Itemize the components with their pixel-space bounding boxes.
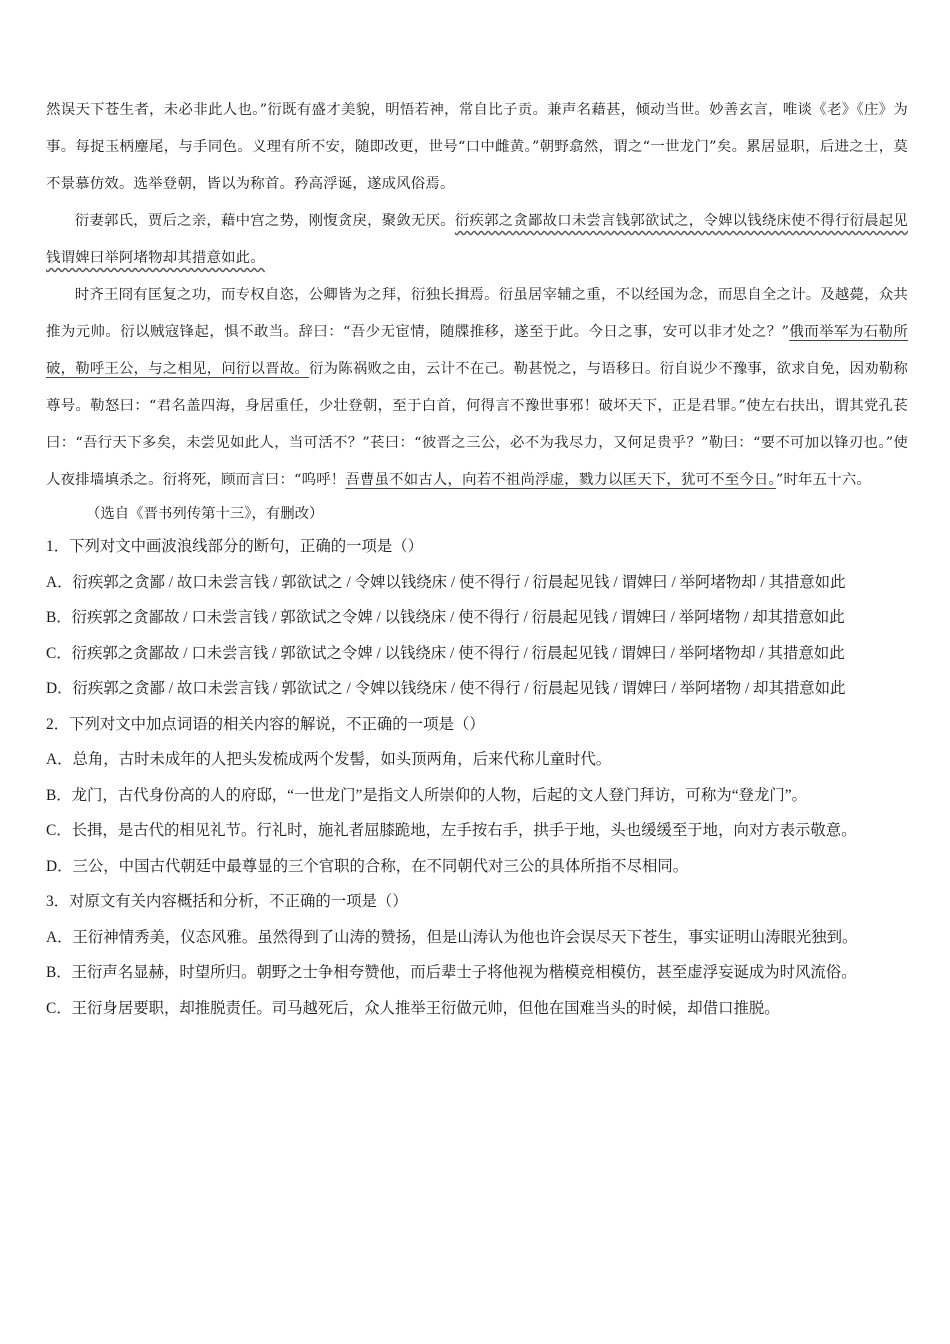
question-3-stem: 3．对原文有关内容概括和分析，不正确的一项是（） bbox=[46, 893, 408, 910]
question-2 bbox=[46, 707, 908, 885]
source-citation: （选自《晋书列传第十三》，有删改） bbox=[86, 506, 324, 522]
question-1-stem: 1．下列对文中画波浪线部分的断句，正确的一项是（） bbox=[46, 538, 424, 555]
question-2-option-c: C．长揖，是古代的相见礼节。行礼时，施礼者屈膝跪地，左手按右手，拱手于地，头也缓缓至于地，向对方表示敬意。 bbox=[46, 822, 857, 839]
passage-paragraph-2-text: 衍妻郭氏，贾后之亲，藉中宫之势，刚愎贪戾，聚敛无厌。 bbox=[74, 213, 455, 229]
question-3 bbox=[46, 884, 908, 1026]
passage-paragraph-3-text-c: ”时年五十六。 bbox=[775, 472, 872, 488]
question-2-stem: 2．下列对文中加点词语的相关内容的解说，不正确的一项是（） bbox=[46, 715, 485, 733]
question-3-option-c: C．王衍身居要职，却推脱责任。司马越死后，众人推举王衍做元帅，但他在国难当头的时候，却借口推脱。 bbox=[46, 999, 780, 1017]
passage-paragraph-3 bbox=[46, 277, 908, 499]
passage-paragraph-3-text-b: 衍为陈祸败之由，云计不在己。勒甚悦之，与语移日。衍自说少不豫事，欲求自免，因劝勒称尊号。勒怒曰：“君名盖四海，身居重任，少壮登朝，至于白首，何得言不豫世事邪！破坏天下，正是君罪。”使左右扶出，谓其党孔苌曰：“吾行天下多矣，未尝见如此人，当可活不？”苌曰：“彼晋之三公，必不为我尽力，又何足贵乎？”勒曰：“要不可加以锋刃也。”使人夜排墙填杀之。衍将死，顾而言曰：“呜呼！ bbox=[46, 361, 909, 488]
question-1-option-d: D．衍疾郭之贪鄙 / 故口未尝言钱 / 郭欲试之 / 令婢以钱绕床 / 使不得行 / 衍晨起见钱 / 谓婢曰 / 举阿堵物 / 却其措意如此 bbox=[46, 680, 846, 697]
question-1-option-a: A．衍疾郭之贪鄙 / 故口未尝言钱 / 郭欲试之 / 令婢以钱绕床 / 使不得行 / 衍晨起见钱 / 谓婢曰 / 举阿堵物却 / 其措意如此 bbox=[46, 573, 846, 591]
question-2-option-d: D．三公，中国古代朝廷中最尊显的三个官职的合称，在不同朝代对三公的具体所指不尽相同。 bbox=[46, 857, 689, 875]
question-2-option-a: A．总角，古时未成年的人把头发梳成两个发髻，如头顶两角，后来代称儿童时代。 bbox=[46, 751, 612, 768]
underlined-sentence-1: 俄而举军为石勒所破，勒呼王公，与之相见，问衍以晋故。 bbox=[46, 324, 908, 377]
question-3-option-a: A．王衍神情秀美，仪态风雅。虽然得到了山涛的赞扬，但是山涛认为他也许会误尽天下苍生，事实证明山涛眼光独到。 bbox=[46, 928, 858, 946]
wavy-underlined-sentence: 衍疾郭之贪鄙故口未尝言钱郭欲试之，令婢以钱绕床使不得行衍晨起见钱谓婢曰举阿堵物却其措意如此。 bbox=[46, 213, 909, 266]
passage-paragraph-2 bbox=[46, 203, 908, 277]
underlined-sentence-2: 吾曹虽不如古人，向若不祖尚浮虚，戮力以匡天下，犹可不至今日。 bbox=[345, 472, 776, 488]
question-3-option-b: B．王衍声名显赫，时望所归。朝野之士争相夸赞他，而后辈士子将他视为楷模竞相模仿，甚至虚浮妄诞成为时风流俗。 bbox=[46, 964, 857, 981]
question-1-option-b: B．衍疾郭之贪鄙故 / 口未尝言钱 / 郭欲试之令婢 / 以钱绕床 / 使不得行 / 衍晨起见钱 / 谓婢曰 / 举阿堵物 / 却其措意如此 bbox=[46, 609, 845, 626]
question-1-option-c: C．衍疾郭之贪鄙故 / 口未尝言钱 / 郭欲试之令婢 / 以钱绕床 / 使不得行 / 衍晨起见钱 / 谓婢曰 / 举阿堵物却 / 其措意如此 bbox=[46, 644, 845, 662]
document-page bbox=[46, 92, 908, 1026]
question-2-option-b: B．龙门，古代身份高的人的府邸，“一世龙门”是指文人所崇仰的人物，后起的文人登门拜访，可称为“登龙门”。 bbox=[46, 786, 807, 804]
passage-paragraph-1: 然误天下苍生者，未必非此人也。”衍既有盛才美貌，明悟若神，常自比子贡。兼声名藉甚，倾动当世。妙善玄言，唯谈《老》《庄》为事。每捉玉柄麈尾，与手同色。义理有所不安，随即改更，世号“口中雌黄。”朝野翕然，谓之“一世龙门”矣。累居显职，后进之士，莫不景慕仿效。选举登朝，皆以为称首。矜高浮诞，遂成风俗焉。 bbox=[46, 102, 908, 192]
question-1 bbox=[46, 529, 908, 707]
classical-passage bbox=[46, 92, 908, 499]
passage-paragraph-3-text-a: 时齐王冏有匡复之功，而专权自恣，公卿皆为之拜，衍独长揖焉。衍虽居宰辅之重，不以经国为念，而思自全之计。及越薨，众共推为元帅。衍以贼寇锋起，惧不敢当。辞曰：“吾少无宦情，随牒推移，遂至于此。今日之事，安可以非才处之？” bbox=[46, 287, 908, 340]
